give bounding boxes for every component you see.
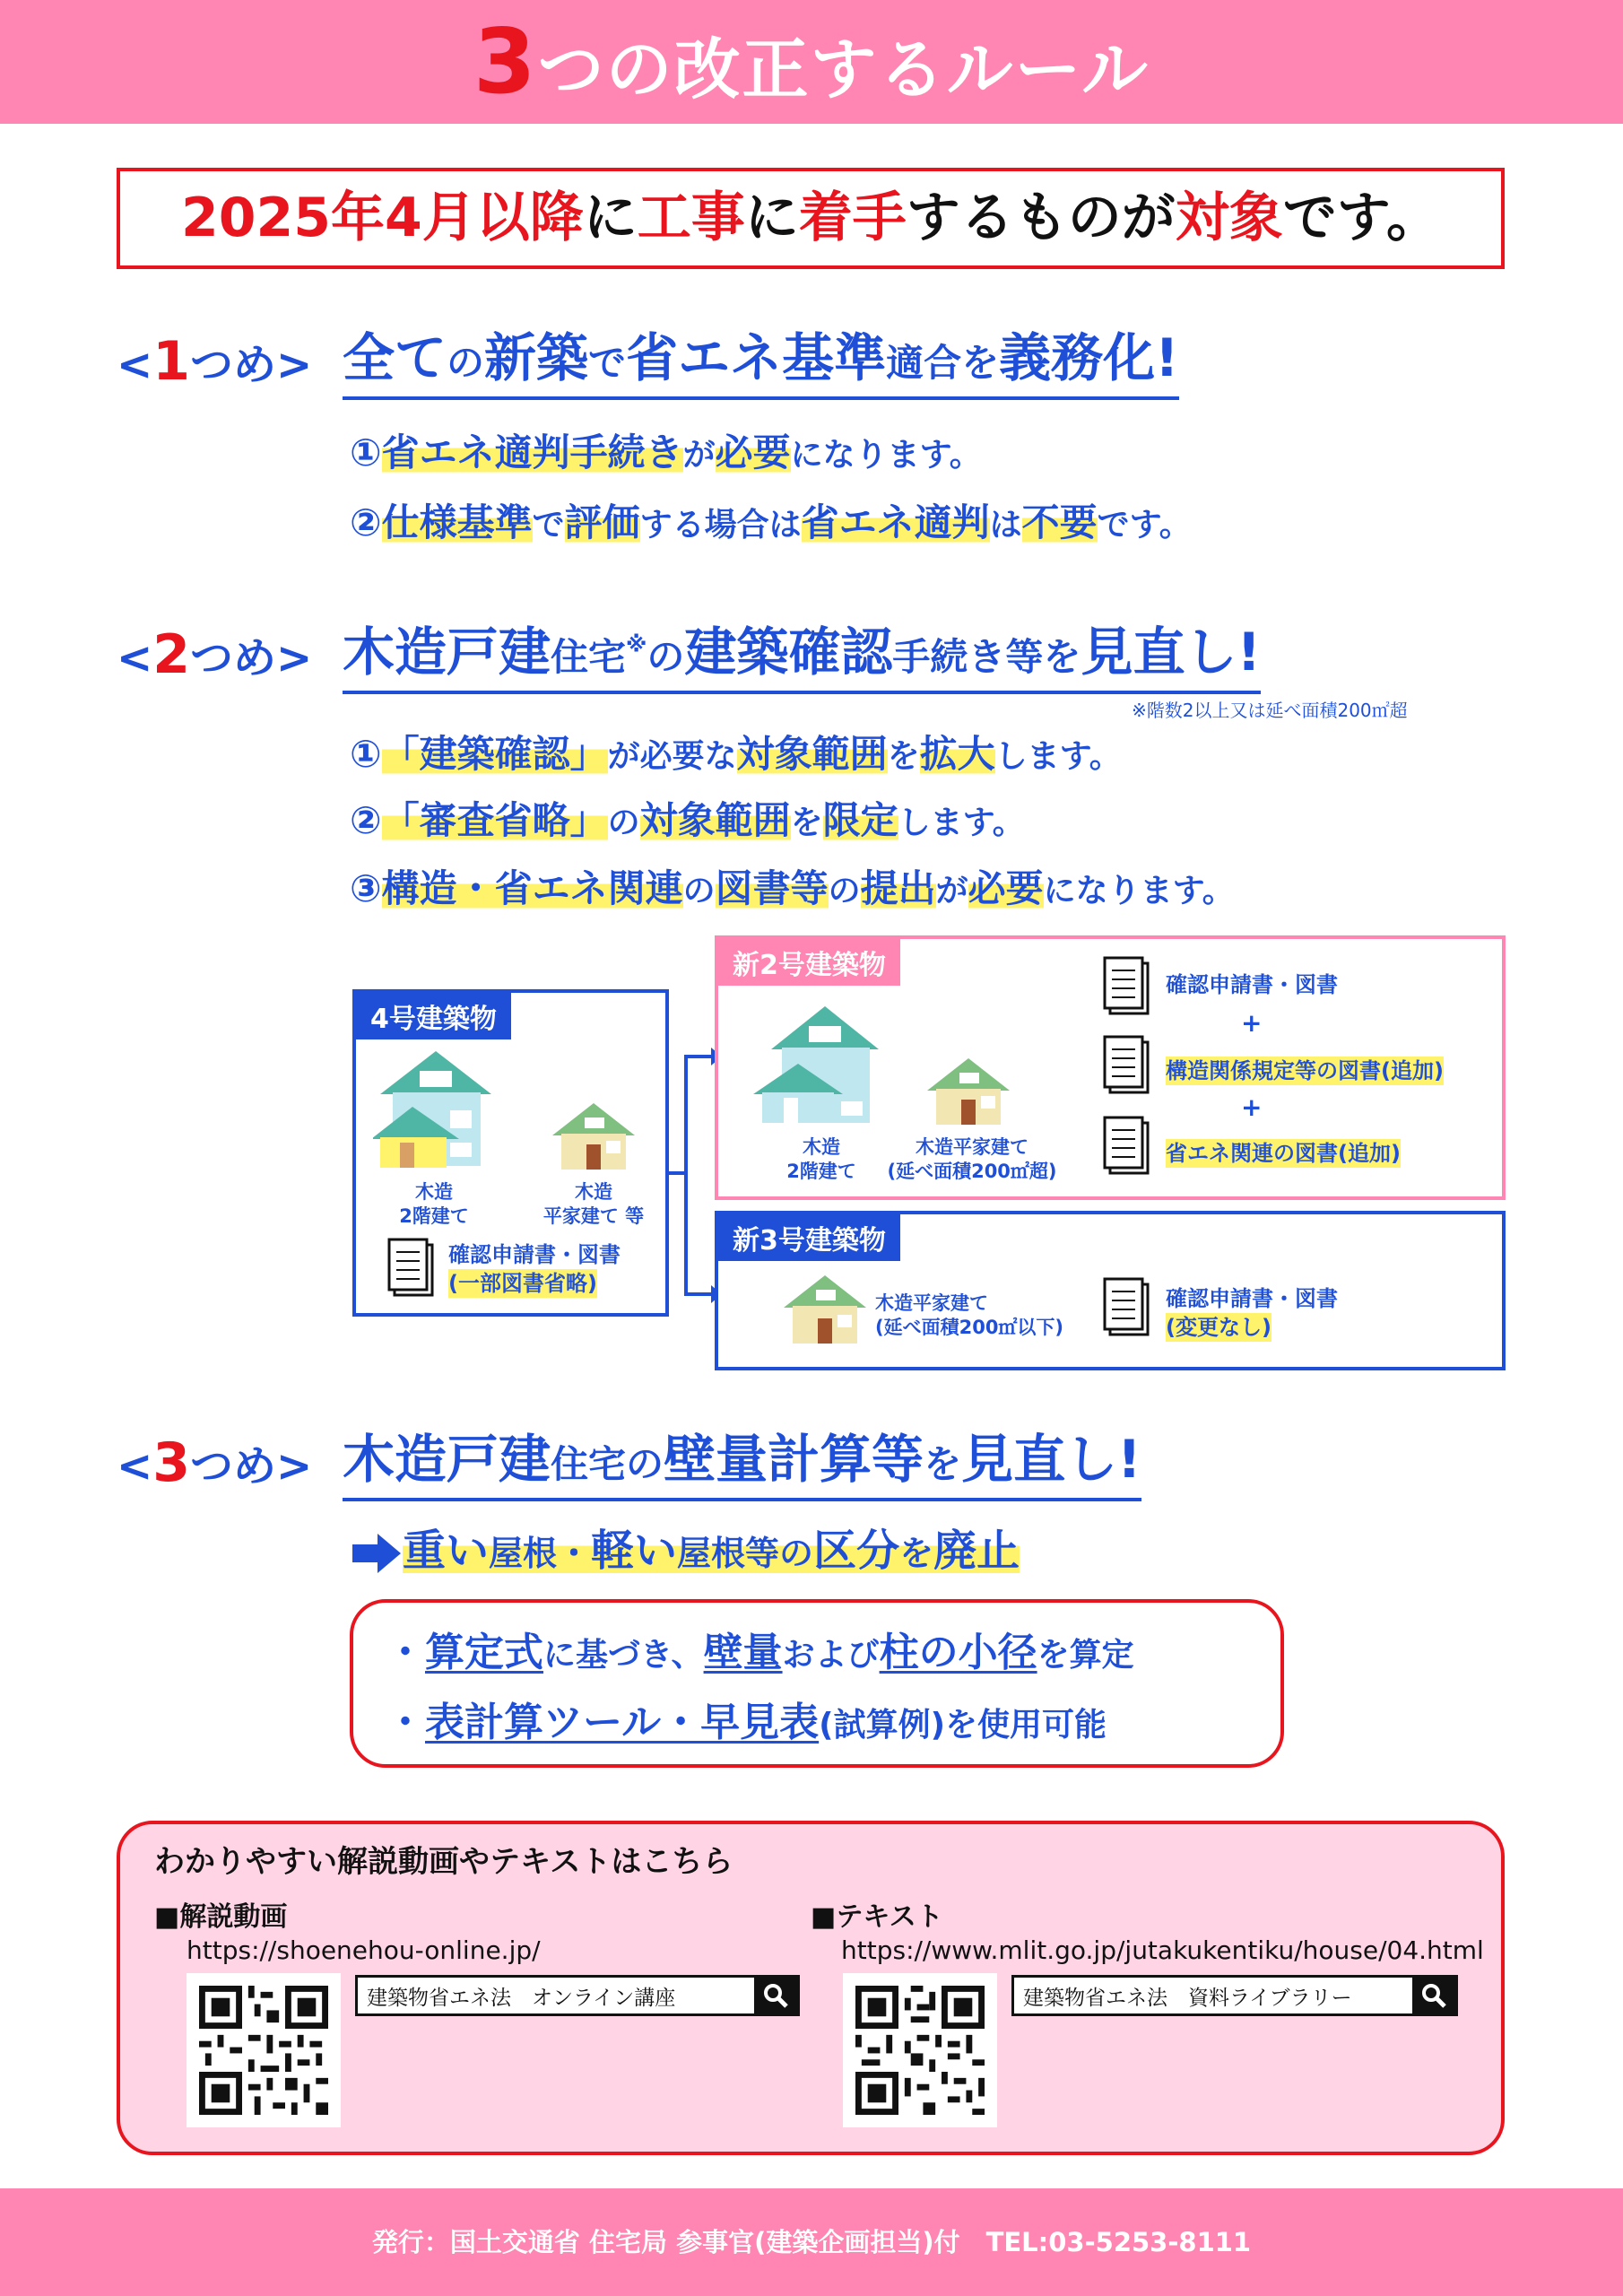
video-url-link[interactable]: https://shoenehou-online.jp/ xyxy=(187,1935,541,1965)
plus-sign: + xyxy=(1241,1092,1263,1122)
class2-doc2-label: 構造関係規定等の図書(追加) xyxy=(1166,1058,1444,1083)
building-class-3-tab: 新3号建築物 xyxy=(718,1214,900,1261)
document-icon xyxy=(1101,1033,1151,1096)
class4-doc-label: 確認申請書・図書 (一部図書省略) xyxy=(448,1242,621,1296)
qr-code-icon xyxy=(855,1986,985,2115)
video-section-label: ■解説動画 xyxy=(154,1901,288,1933)
publisher-info: 発行：国土交通省 住宅局 参事官(建築企画担当)付 TEL:03-5253-8111 xyxy=(371,2227,1252,2257)
class4-house2-caption: 木造 平家建て 等 xyxy=(542,1181,645,1227)
plus-sign: + xyxy=(1241,1008,1263,1038)
section1-item-2: ②仕様基準で評価する場合は省エネ適判は不要です。 xyxy=(350,500,1192,544)
search-icon[interactable] xyxy=(754,1978,797,2013)
section2-title: 木造戸建住宅※の建築確認手続き等を見直し! xyxy=(343,610,1261,694)
video-search-text: 建築物省エネ法 オンライン講座 xyxy=(367,1986,676,2010)
section2-item-1: ①「建築確認」が必要な対象範囲を拡大します。 xyxy=(350,732,1122,776)
section2-footnote: ※階数2以上又は延べ面積200㎡超 xyxy=(1132,700,1408,721)
class2-house1-caption: 木造 2階建て xyxy=(786,1136,856,1182)
section1-title: 全ての新築で省エネ基準適合を義務化! xyxy=(343,316,1179,400)
title-text: つの改正するルール xyxy=(537,31,1150,109)
section3-label: <3つめ> xyxy=(117,1431,313,1494)
class2-doc3-label: 省エネ関連の図書(追加) xyxy=(1166,1141,1401,1166)
document-icon xyxy=(386,1236,436,1299)
section1-label: <1つめ> xyxy=(117,330,313,393)
house-1storey-icon xyxy=(549,1100,638,1171)
class3-house-caption: 木造平家建て (延べ面積200㎡以下) xyxy=(875,1292,1064,1338)
section3-title: 木造戸建住宅の壁量計算等を見直し! xyxy=(343,1417,1141,1501)
building-class-2-tab: 新2号建築物 xyxy=(718,939,900,986)
resources-heading: わかりやすい解説動画やテキストはこちら xyxy=(154,1844,733,1880)
text-url-link[interactable]: https://www.mlit.go.jp/jutakukentiku/house/04.html xyxy=(841,1935,1484,1965)
title-number: 3 xyxy=(473,9,538,114)
class4-house1-caption: 木造 2階建て xyxy=(399,1181,469,1227)
building-class-4-tab: 4号建築物 xyxy=(356,993,511,1039)
footer-banner xyxy=(0,2188,1623,2296)
section3-abolish-line: 重い屋根・軽い屋根等の区分を廃止 xyxy=(352,1516,1020,1578)
text-search-text: 建築物省エネ法 資料ライブラリー xyxy=(1023,1986,1352,2010)
target-notice: 2025年4月以降に工事に着手するものが対象です。 xyxy=(181,187,1440,249)
section2-item-3: ③構造・省エネ関連の図書等の提出が必要になります。 xyxy=(350,866,1235,910)
class3-doc-label: 確認申請書・図書 (変更なし) xyxy=(1166,1286,1338,1340)
formula-line-2: ・表計算ツール・早見表(試算例)を使用可能 xyxy=(386,1700,1107,1745)
class2-house2-caption: 木造平家建て (延べ面積200㎡超) xyxy=(887,1136,1057,1182)
text-search-box[interactable] xyxy=(1011,1975,1458,2016)
text-section-label: ■テキスト xyxy=(811,1901,943,1933)
document-icon xyxy=(1101,1275,1151,1338)
video-search-box[interactable] xyxy=(355,1975,800,2016)
formula-line-1: ・算定式に基づき、壁量および柱の小径を算定 xyxy=(386,1630,1134,1675)
video-qr-code xyxy=(187,1973,341,2127)
section1-item-1: ①省エネ適判手続きが必要になります。 xyxy=(350,430,982,474)
document-icon xyxy=(1101,1114,1151,1177)
house-2storey-icon xyxy=(753,1003,879,1125)
text-qr-code xyxy=(843,1973,997,2127)
right-arrow-icon xyxy=(352,1534,403,1573)
qr-code-icon xyxy=(199,1986,328,2115)
house-1storey-icon xyxy=(780,1272,870,1347)
house-2storey-icon xyxy=(373,1048,499,1171)
class2-doc1-label: 確認申請書・図書 xyxy=(1166,972,1338,997)
section2-label: <2つめ> xyxy=(117,623,313,686)
document-icon xyxy=(1101,954,1151,1017)
section2-item-2: ②「審査省略」の対象範囲を限定します。 xyxy=(350,798,1025,842)
search-icon[interactable] xyxy=(1412,1978,1455,2013)
house-1storey-icon xyxy=(924,1055,1013,1126)
